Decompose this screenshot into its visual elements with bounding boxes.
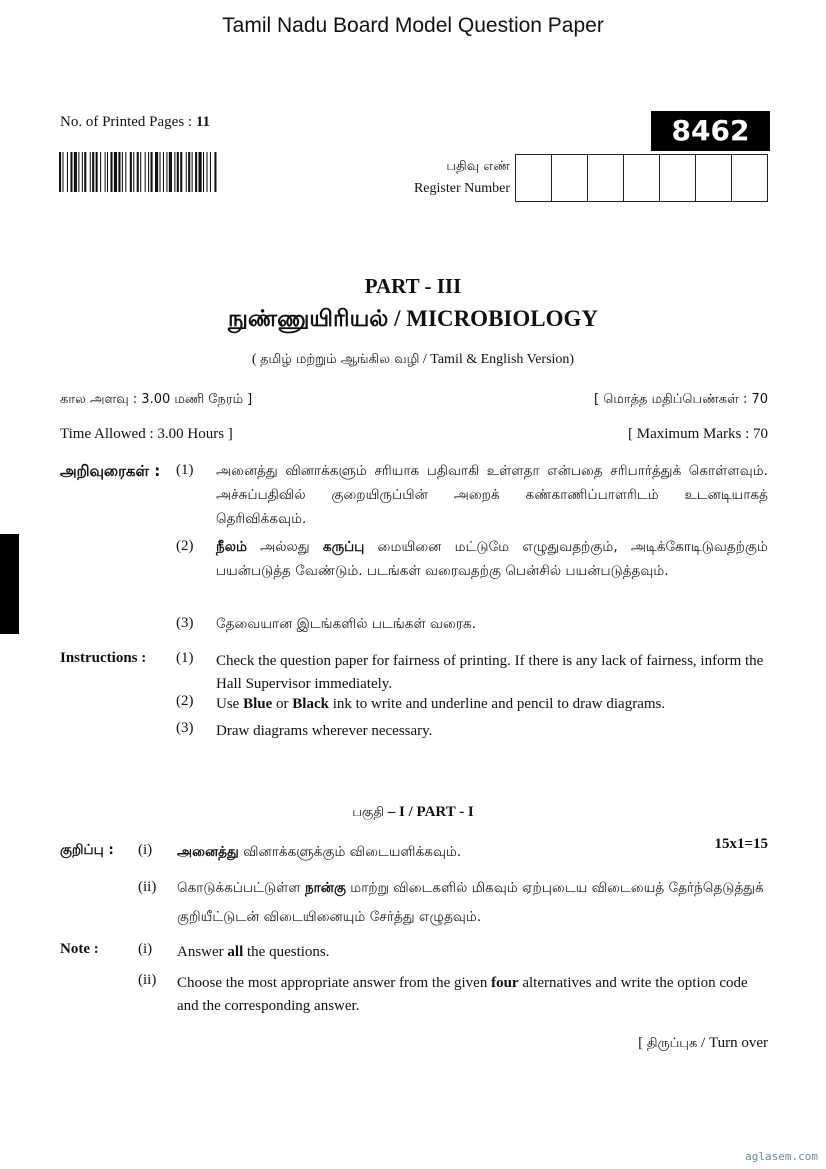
max-marks-en: [ Maximum Marks : 70 [628,426,768,442]
instruction-en-1: Check the question paper for fairness of printing. If there is any lack of fairness, inform the Hall Supervisor immediately. [216,653,764,692]
register-digit-box[interactable] [552,155,588,201]
note-en-heading: Note : [60,941,99,957]
margin-marker [0,534,19,634]
note-ta-number: (ii) [138,879,157,895]
paper-code: 8462 [651,111,770,151]
instruction-ta-number: (2) [176,538,194,554]
instruction-en-2: Use Blue or Black ink to write and underline and pencil to draw diagrams. [216,696,666,712]
instruction-en-3: Draw diagrams wherever necessary. [216,723,433,739]
instructions-ta-heading: அறிவுரைகள் : [60,462,161,480]
register-digit-box[interactable] [516,155,552,201]
medium-version: ( தமிழ் மற்றும் ஆங்கில வழி / Tamil & English Version) [251,352,575,367]
note-en-number: (i) [138,941,153,957]
instruction-en-number: (1) [176,650,194,666]
printed-pages-count: 11 [195,114,211,130]
max-marks-ta: [ மொத்த மதிப்பெண்கள் : 70 [594,392,768,407]
section-heading: பகுதி – I / PART - I [352,804,474,820]
note-ta-number: (i) [138,842,153,858]
turn-over: [ திருப்புக / Turn over [638,1035,768,1051]
section-marks: 15x1=15 [714,836,768,852]
register-digit-box[interactable] [696,155,732,201]
note-en-number: (ii) [138,972,157,988]
time-allowed-ta: கால அளவு : 3.00 மணி நேரம் ] [60,392,253,407]
note-ta-1: அனைத்து வினாக்களுக்கும் விடையளிக்கவும். [177,844,462,860]
instruction-ta-3: தேவையான இடங்களில் படங்கள் வரைக. [216,616,476,632]
note-en-2: Choose the most appropriate answer from the given four alternatives and write the option code and the corresponding answer. [177,975,748,1014]
instructions-en-heading: Instructions : [60,650,147,666]
register-digit-box[interactable] [660,155,696,201]
instruction-ta-1: அனைத்து வினாக்களும் சரியாக பதிவாகி உள்ளதா என்பதை சரிபார்த்துக் கொள்ளவும். அச்சுப்பதிவில் குறையிருப்பின் அறைக் கண்காணிப்பாளரிடம் உடனடியாகத் தெரிவிக்கவும். [216,463,768,527]
printed-pages: No. of Printed Pages : 11 [60,114,211,130]
subject-title: நுண்ணுயிரியல் / MICROBIOLOGY [228,306,598,332]
register-digit-box[interactable] [732,155,767,201]
instruction-en-number: (3) [176,720,194,736]
barcode-image [59,152,318,192]
instruction-ta-2: நீலம் அல்லது கருப்பு மையினை மட்டுமே எழுதுவதற்கும், அடிக்கோடிடுவதற்கும் பயன்படுத்த வேண்டும். படங்கள் வரைவதற்கு பென்சில் பயன்படுத்தவும். [216,539,768,579]
register-number-label: பதிவு எண் Register Number [413,159,510,196]
note-ta-heading: குறிப்பு : [60,842,114,858]
register-digit-box[interactable] [588,155,624,201]
page-header-title: Tamil Nadu Board Model Question Paper [222,14,604,37]
site-watermark: aglasem.com [745,1150,818,1163]
note-ta-2: கொடுக்கப்பட்டுள்ள நான்கு மாற்று விடைகளில் மிகவும் ஏற்புடைய விடையைத் தேர்ந்தெடுத்துக் குறியீட்டுடன் விடையினையும் சேர்த்து எழுதவும். [177,880,764,925]
instruction-ta-number: (3) [176,615,194,631]
instruction-ta-number: (1) [176,462,194,478]
register-number-boxes[interactable] [515,154,768,202]
part-title: PART - III [364,274,462,298]
note-en-1: Answer all the questions. [177,944,330,960]
register-digit-box[interactable] [624,155,660,201]
instruction-en-number: (2) [176,693,194,709]
time-allowed-en: Time Allowed : 3.00 Hours ] [60,426,233,442]
